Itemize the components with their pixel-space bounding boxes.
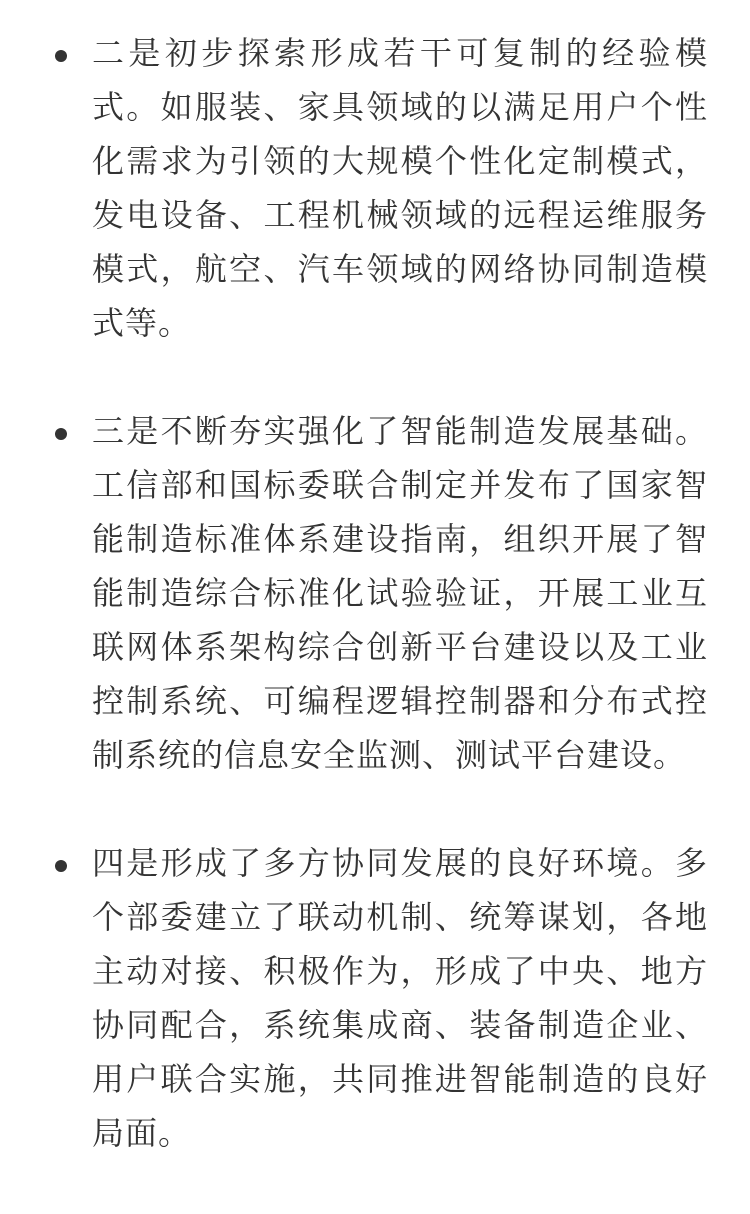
bullet-dot-icon	[55, 860, 67, 872]
bullet-dot-icon	[55, 428, 67, 440]
list-item	[0, 26, 750, 350]
list-item	[0, 404, 750, 782]
bullet-list	[0, 26, 750, 1214]
paragraph-text: 三是不断夯实强化了智能制造发展基础。工信部和国标委联合制定并发布了国家智能制造标准体系建设指南，组织开展了智能制造综合标准化试验验证，开展工业互联网体系架构综合创新平台建设以及工业控制系统、可编程逻辑控制器和分布式控制系统的信息安全监测、测试平台建设。	[92, 412, 708, 774]
paragraph-text: 二是初步探索形成若干可复制的经验模式。如服装、家具领域的以满足用户个性化需求为引领的大规模个性化定制模式，发电设备、工程机械领域的远程运维服务模式，航空、汽车领域的网络协同制造模式等。	[92, 34, 708, 342]
paragraph-text: 四是形成了多方协同发展的良好环境。多个部委建立了联动机制、统筹谋划，各地主动对接、积极作为，形成了中央、地方协同配合，系统集成商、装备制造企业、用户联合实施，共同推进智能制造的良好局面。	[92, 844, 708, 1152]
bullet-dot-icon	[55, 50, 67, 62]
list-item	[0, 836, 750, 1160]
